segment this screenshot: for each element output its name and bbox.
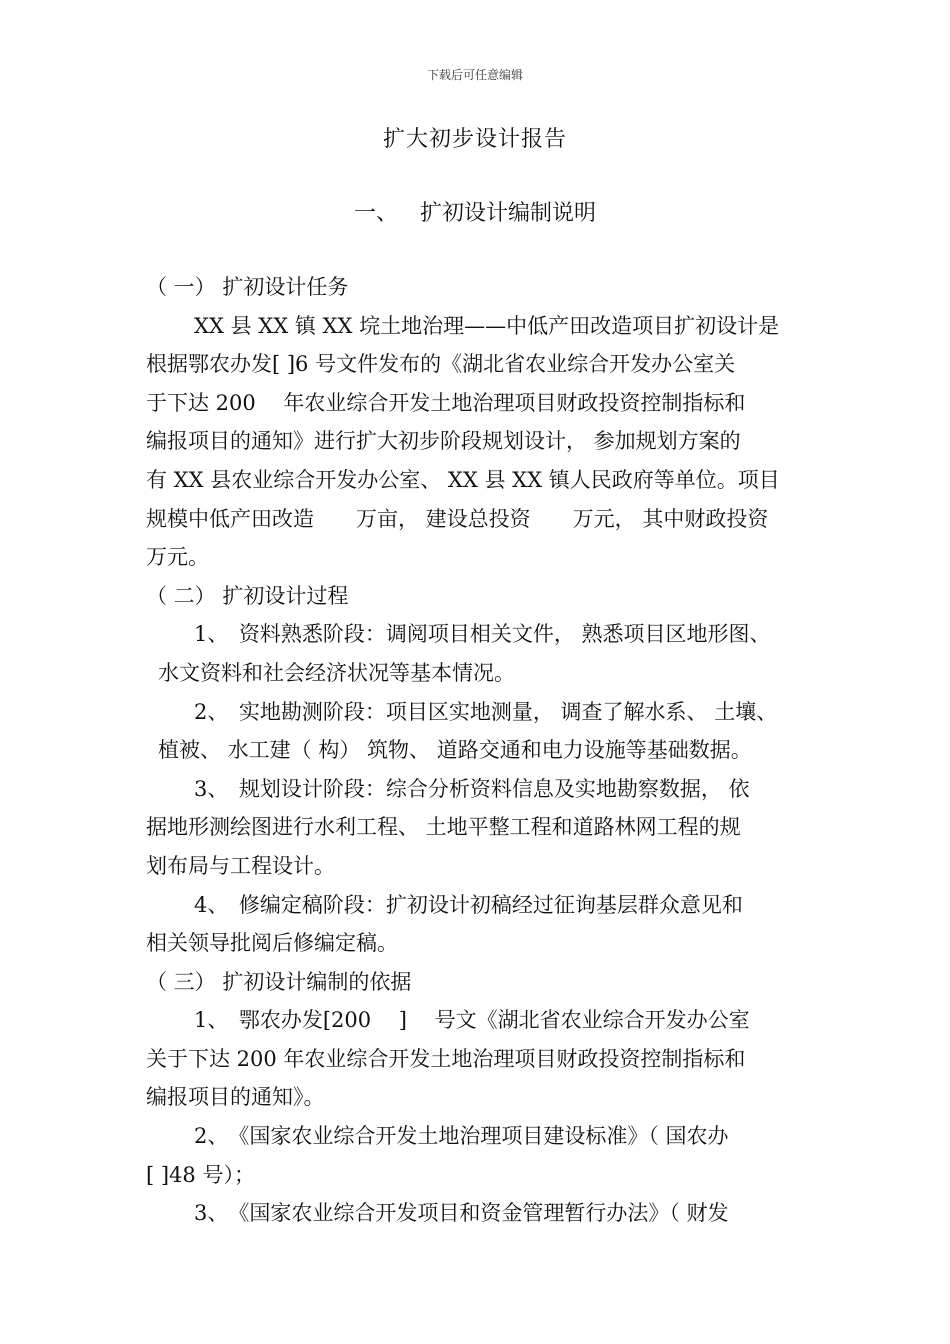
text-line: 3、 《国家农业综合开发项目和资金管理暂行办法》（ 财发 xyxy=(194,1201,729,1226)
text-line: 植被、 水工建（ 构） 筑物、 道路交通和电力设施等基础数据。 xyxy=(158,738,752,763)
text-line: 根据鄂农办发[ ]6 号文件发布的《湖北省农业综合开发办公室关 xyxy=(146,352,736,377)
text-line: 1、 资料熟悉阶段：调阅项目相关文件， 熟悉项目区地形图、 xyxy=(194,622,771,647)
text-line: 编报项目的通知》。 xyxy=(146,1085,325,1110)
page-header: 下载后可任意编辑 xyxy=(426,68,523,82)
text-line: 万元。 xyxy=(146,545,209,570)
text-line: 2、 实地勘测阶段：项目区实地测量， 调查了解水系、 土壤、 xyxy=(194,699,778,724)
text-line: （ 二） 扩初设计过程 xyxy=(146,583,349,608)
text-line: 3、 规划设计阶段：综合分析资料信息及实地勘察数据， 依 xyxy=(194,776,750,801)
document-title: 扩大初步设计报告 xyxy=(382,127,567,152)
text-line: 据地形测绘图进行水利工程、 土地平整工程和道路林网工程的规 xyxy=(146,815,741,840)
section-title: 扩初设计编制说明 xyxy=(420,201,597,226)
text-line: 2、 《国家农业综合开发土地治理项目建设标准》（ 国农办 xyxy=(194,1124,729,1149)
text-line: 有 XX 县农业综合开发办公室、 XX 县 XX 镇人民政府等单位。项目 xyxy=(146,467,780,492)
text-line: 水文资料和社会经济状况等基本情况。 xyxy=(158,660,515,685)
document-body xyxy=(146,268,816,1233)
text-line: 划布局与工程设计。 xyxy=(146,853,335,878)
text-line: 规模中低产田改造 万亩， 建设总投资 万元， 其中财政投资 xyxy=(146,506,769,531)
section-heading xyxy=(0,196,950,227)
text-line: XX 县 XX 镇 XX 垸土地治理——中低产田改造项目扩初设计是 xyxy=(194,313,780,338)
text-line: 相关领导批阅后修编定稿。 xyxy=(146,931,398,956)
text-line: （ 三） 扩初设计编制的依据 xyxy=(146,969,412,994)
text-line: 1、 鄂农办发[200 ] 号文《湖北省农业综合开发办公室 xyxy=(194,1008,750,1033)
text-line: 关于下达 200 年农业综合开发土地治理项目财政投资控制指标和 xyxy=(146,1046,746,1071)
text-line: 编报项目的通知》进行扩大初步阶段规划设计， 参加规划方案的 xyxy=(146,429,741,454)
text-line: 4、 修编定稿阶段：扩初设计初稿经过征询基层群众意见和 xyxy=(194,892,743,917)
section-number: 一、 xyxy=(353,201,398,226)
text-line: 于下达 200 年农业综合开发土地治理项目财政投资控制指标和 xyxy=(146,390,746,415)
text-line: （ 一） 扩初设计任务 xyxy=(146,275,349,299)
text-line: [ ]48 号）； xyxy=(146,1162,255,1187)
